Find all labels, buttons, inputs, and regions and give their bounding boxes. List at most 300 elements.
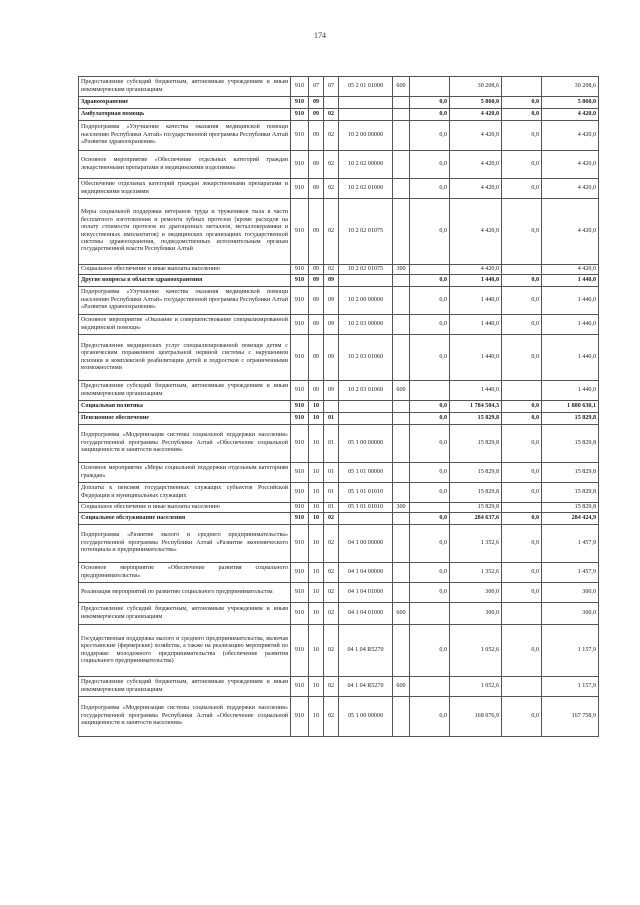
amount-col-3: 0,0 xyxy=(502,199,542,265)
grbs-code: 910 xyxy=(291,151,309,179)
amount-col-2: 4 420,0 xyxy=(450,151,502,179)
section-code: 10 xyxy=(309,503,324,513)
grbs-code: 910 xyxy=(291,697,309,737)
expense-type-code xyxy=(393,179,410,199)
subsection-code: 02 xyxy=(324,625,339,677)
row-name: Доплаты к пенсиям государственных служащих субъектов Российской Федерации и муниципальных служащих xyxy=(79,483,291,503)
grbs-code: 910 xyxy=(291,401,309,413)
amount-col-4: 300,0 xyxy=(542,603,599,625)
grbs-code: 910 xyxy=(291,315,309,335)
section-code: 09 xyxy=(309,121,324,151)
table-row xyxy=(79,401,599,413)
section-code: 10 xyxy=(309,563,324,583)
amount-col-2: 284 637,6 xyxy=(450,513,502,525)
amount-col-4: 1 440,0 xyxy=(542,275,599,287)
row-name: Другие вопросы в области здравоохранения xyxy=(79,275,291,287)
amount-col-2: 15 829,8 xyxy=(450,483,502,503)
subsection-code xyxy=(324,97,339,109)
grbs-code: 910 xyxy=(291,77,309,97)
grbs-code: 910 xyxy=(291,335,309,381)
target-article-code: 10 2 02 01000 xyxy=(339,179,393,199)
expense-type-code xyxy=(393,625,410,677)
amount-col-3: 0,0 xyxy=(502,425,542,463)
target-article-code: 10 2 03 00000 xyxy=(339,315,393,335)
expense-type-code xyxy=(393,199,410,265)
expense-type-code xyxy=(393,335,410,381)
grbs-code: 910 xyxy=(291,413,309,425)
amount-col-1 xyxy=(410,381,450,401)
grbs-code: 910 xyxy=(291,463,309,483)
row-name: Подпрограмма «Модернизация системы социальной поддержки населения» государственной программы Республики Алтай «Обеспечение социальной защищенности и занятости населения» xyxy=(79,697,291,737)
section-code: 09 xyxy=(309,381,324,401)
section-code: 10 xyxy=(309,603,324,625)
target-article-code: 10 2 02 01075 xyxy=(339,265,393,275)
amount-col-2: 1 352,6 xyxy=(450,563,502,583)
row-name: Меры социальной поддержки ветеранов труда и тружеников тыла в части бесплатного изготовления и ремонта зубных протезов (кроме расходов на оплату стоимости протезов из драгоценных металлов, металлокерамики и искусственных имплантатов) в медицинских организациях государственной системы здравоохранения, подведомственных исполнительным органам государственной власти Республики Алтай xyxy=(79,199,291,265)
grbs-code: 910 xyxy=(291,199,309,265)
row-name: Социальное обеспечение и иные выплаты населению xyxy=(79,503,291,513)
row-name: Основное мероприятие «Обеспечение развития социального предпринимательства» xyxy=(79,563,291,583)
amount-col-2: 300,0 xyxy=(450,583,502,603)
amount-col-3: 0,0 xyxy=(502,463,542,483)
amount-col-2: 4 420,0 xyxy=(450,199,502,265)
amount-col-2: 4 420,0 xyxy=(450,109,502,121)
section-code: 10 xyxy=(309,463,324,483)
expense-type-code: 600 xyxy=(393,381,410,401)
row-name: Здравоохранение xyxy=(79,97,291,109)
section-code: 09 xyxy=(309,199,324,265)
table-row xyxy=(79,625,599,677)
table-row xyxy=(79,287,599,315)
row-name: Обеспечение отдельных категорий граждан лекарственными препаратами и медицинскими изделиями xyxy=(79,179,291,199)
amount-col-3: 0,0 xyxy=(502,275,542,287)
amount-col-3 xyxy=(502,381,542,401)
section-code: 10 xyxy=(309,697,324,737)
grbs-code: 910 xyxy=(291,563,309,583)
amount-col-2: 15 829,8 xyxy=(450,425,502,463)
amount-col-3: 0,0 xyxy=(502,697,542,737)
amount-col-4: 300,0 xyxy=(542,583,599,603)
subsection-code: 02 xyxy=(324,677,339,697)
amount-col-4: 15 829,8 xyxy=(542,413,599,425)
amount-col-1: 0,0 xyxy=(410,525,450,563)
expense-type-code: 600 xyxy=(393,603,410,625)
table-row xyxy=(79,463,599,483)
subsection-code: 02 xyxy=(324,109,339,121)
amount-col-1 xyxy=(410,677,450,697)
row-name: Социальное обслуживание населения xyxy=(79,513,291,525)
expense-type-code xyxy=(393,275,410,287)
expense-type-code: 600 xyxy=(393,677,410,697)
amount-col-1 xyxy=(410,503,450,513)
amount-col-1: 0,0 xyxy=(410,275,450,287)
table-row xyxy=(79,97,599,109)
amount-col-2: 1 440,0 xyxy=(450,315,502,335)
row-name: Основное мероприятие «Оказание и совершенствование специализированной медицинской помощи» xyxy=(79,315,291,335)
target-article-code: 10 2 03 01060 xyxy=(339,335,393,381)
table-row xyxy=(79,381,599,401)
grbs-code: 910 xyxy=(291,109,309,121)
expense-type-code xyxy=(393,513,410,525)
grbs-code: 910 xyxy=(291,583,309,603)
subsection-code: 02 xyxy=(324,603,339,625)
amount-col-2: 4 420,0 xyxy=(450,265,502,275)
amount-col-3: 0,0 xyxy=(502,563,542,583)
amount-col-1: 0,0 xyxy=(410,335,450,381)
table-row xyxy=(79,425,599,463)
expense-type-code: 600 xyxy=(393,77,410,97)
amount-col-4: 1 880 630,1 xyxy=(542,401,599,413)
amount-col-1: 0,0 xyxy=(410,121,450,151)
row-name: Социальное обеспечение и иные выплаты населению xyxy=(79,265,291,275)
expense-type-code xyxy=(393,563,410,583)
expense-type-code xyxy=(393,483,410,503)
target-article-code xyxy=(339,513,393,525)
amount-col-1 xyxy=(410,77,450,97)
section-code: 10 xyxy=(309,401,324,413)
row-name: Основное мероприятие «Меры социальной поддержки отдельным категориям граждан» xyxy=(79,463,291,483)
grbs-code: 910 xyxy=(291,483,309,503)
expense-type-code xyxy=(393,109,410,121)
amount-col-2: 4 420,0 xyxy=(450,121,502,151)
subsection-code: 02 xyxy=(324,525,339,563)
amount-col-1: 0,0 xyxy=(410,697,450,737)
amount-col-1: 0,0 xyxy=(410,97,450,109)
amount-col-4: 1 457,9 xyxy=(542,525,599,563)
table-row xyxy=(79,335,599,381)
subsection-code: 02 xyxy=(324,697,339,737)
section-code: 09 xyxy=(309,151,324,179)
section-code: 09 xyxy=(309,97,324,109)
target-article-code xyxy=(339,275,393,287)
subsection-code: 02 xyxy=(324,199,339,265)
amount-col-2: 1 440,0 xyxy=(450,287,502,315)
amount-col-2: 1 352,6 xyxy=(450,525,502,563)
subsection-code: 01 xyxy=(324,503,339,513)
section-code: 10 xyxy=(309,413,324,425)
amount-col-4: 15 829,8 xyxy=(542,483,599,503)
table-row xyxy=(79,109,599,121)
section-code: 10 xyxy=(309,425,324,463)
table-row xyxy=(79,503,599,513)
grbs-code: 910 xyxy=(291,525,309,563)
amount-col-3: 0,0 xyxy=(502,335,542,381)
subsection-code: 02 xyxy=(324,121,339,151)
amount-col-1: 0,0 xyxy=(410,413,450,425)
amount-col-1: 0,0 xyxy=(410,583,450,603)
amount-col-3: 0,0 xyxy=(502,151,542,179)
table-row xyxy=(79,563,599,583)
amount-col-3: 0,0 xyxy=(502,525,542,563)
grbs-code: 910 xyxy=(291,179,309,199)
budget-table xyxy=(78,76,599,737)
amount-col-4: 1 157,9 xyxy=(542,625,599,677)
amount-col-3: 0,0 xyxy=(502,483,542,503)
target-article-code: 10 2 02 00000 xyxy=(339,151,393,179)
table-row xyxy=(79,413,599,425)
expense-type-code: 300 xyxy=(393,265,410,275)
section-code: 10 xyxy=(309,525,324,563)
grbs-code: 910 xyxy=(291,603,309,625)
amount-col-3: 0,0 xyxy=(502,401,542,413)
amount-col-1: 0,0 xyxy=(410,563,450,583)
amount-col-1: 0,0 xyxy=(410,513,450,525)
amount-col-4: 30 208,6 xyxy=(542,77,599,97)
row-name: Подпрограмма «Модернизация системы социальной поддержки населения» государственной программы Республики Алтай «Обеспечение социальной защищенности и занятости населения» xyxy=(79,425,291,463)
target-article-code: 10 2 00 00000 xyxy=(339,287,393,315)
section-code: 10 xyxy=(309,483,324,503)
amount-col-3: 0,0 xyxy=(502,97,542,109)
amount-col-3 xyxy=(502,603,542,625)
expense-type-code xyxy=(393,413,410,425)
amount-col-4: 284 424,9 xyxy=(542,513,599,525)
expense-type-code xyxy=(393,151,410,179)
target-article-code: 04 1 00 00000 xyxy=(339,525,393,563)
grbs-code: 910 xyxy=(291,677,309,697)
subsection-code: 09 xyxy=(324,315,339,335)
target-article-code: 05 1 01 00000 xyxy=(339,463,393,483)
amount-col-1: 0,0 xyxy=(410,199,450,265)
amount-col-2: 168 076,9 xyxy=(450,697,502,737)
section-code: 07 xyxy=(309,77,324,97)
row-name: Подпрограмма «Улучшение качества оказания медицинской помощи населению Республики Алтай» государственной программы Республики Алтай «Развитие здравоохранения» xyxy=(79,121,291,151)
section-code: 09 xyxy=(309,179,324,199)
subsection-code: 02 xyxy=(324,583,339,603)
table-row xyxy=(79,677,599,697)
amount-col-3: 0,0 xyxy=(502,287,542,315)
amount-col-3: 0,0 xyxy=(502,413,542,425)
row-name: Предоставление субсидий бюджетным, автономным учреждениям и иным некоммерческим организациям xyxy=(79,677,291,697)
amount-col-3: 0,0 xyxy=(502,625,542,677)
subsection-code: 01 xyxy=(324,425,339,463)
grbs-code: 910 xyxy=(291,425,309,463)
table-row xyxy=(79,121,599,151)
section-code: 10 xyxy=(309,583,324,603)
table-row xyxy=(79,199,599,265)
amount-col-4: 4 420,0 xyxy=(542,151,599,179)
amount-col-3 xyxy=(502,77,542,97)
amount-col-2: 15 829,8 xyxy=(450,463,502,483)
amount-col-1: 0,0 xyxy=(410,179,450,199)
subsection-code xyxy=(324,401,339,413)
row-name: Реализация мероприятий по развитию социального предпринимательства xyxy=(79,583,291,603)
target-article-code: 05 1 01 01010 xyxy=(339,483,393,503)
amount-col-4: 1 157,9 xyxy=(542,677,599,697)
amount-col-3: 0,0 xyxy=(502,121,542,151)
amount-col-3: 0,0 xyxy=(502,513,542,525)
row-name: Подпрограмма «Улучшение качества оказания медицинской помощи населению Республики Алтай» государственной программы Республики Алтай «Развитие здравоохранения» xyxy=(79,287,291,315)
row-name: Пенсионное обеспечение xyxy=(79,413,291,425)
amount-col-1 xyxy=(410,603,450,625)
expense-type-code xyxy=(393,287,410,315)
row-name: Предоставление субсидий бюджетным, автономным учреждениям и иным некоммерческим организациям xyxy=(79,381,291,401)
target-article-code: 05 2 01 01000 xyxy=(339,77,393,97)
amount-col-4: 1 440,0 xyxy=(542,287,599,315)
amount-col-1: 0,0 xyxy=(410,425,450,463)
table-row xyxy=(79,265,599,275)
amount-col-1 xyxy=(410,265,450,275)
subsection-code: 02 xyxy=(324,151,339,179)
table-row xyxy=(79,513,599,525)
amount-col-4: 167 758,9 xyxy=(542,697,599,737)
amount-col-1: 0,0 xyxy=(410,151,450,179)
row-name: Предоставление субсидий бюджетным, автономным учреждениям и иным некоммерческим организациям xyxy=(79,603,291,625)
grbs-code: 910 xyxy=(291,625,309,677)
table-row xyxy=(79,525,599,563)
table-row xyxy=(79,583,599,603)
subsection-code: 02 xyxy=(324,563,339,583)
target-article-code: 10 2 02 01075 xyxy=(339,199,393,265)
section-code: 09 xyxy=(309,287,324,315)
amount-col-2: 1 052,6 xyxy=(450,625,502,677)
row-name: Основное мероприятие «Обеспечение отдельных категорий граждан лекарственными препаратами и медицинскими изделиями» xyxy=(79,151,291,179)
amount-col-4: 1 440,0 xyxy=(542,335,599,381)
amount-col-3 xyxy=(502,677,542,697)
section-code: 10 xyxy=(309,513,324,525)
target-article-code xyxy=(339,109,393,121)
section-code: 09 xyxy=(309,265,324,275)
subsection-code: 01 xyxy=(324,413,339,425)
amount-col-1: 0,0 xyxy=(410,483,450,503)
section-code: 10 xyxy=(309,625,324,677)
subsection-code: 02 xyxy=(324,513,339,525)
amount-col-2: 5 860,0 xyxy=(450,97,502,109)
expense-type-code xyxy=(393,525,410,563)
amount-col-4: 4 420,0 xyxy=(542,121,599,151)
grbs-code: 910 xyxy=(291,287,309,315)
amount-col-2: 15 829,8 xyxy=(450,413,502,425)
amount-col-2: 4 420,0 xyxy=(450,179,502,199)
grbs-code: 910 xyxy=(291,97,309,109)
amount-col-3: 0,0 xyxy=(502,583,542,603)
target-article-code: 04 1 04 R5270 xyxy=(339,677,393,697)
target-article-code xyxy=(339,97,393,109)
amount-col-3: 0,0 xyxy=(502,109,542,121)
row-name: Предоставление медицинских услуг специализированной помощи детям с органическим поражением центральной нервной системы с нарушением психики и комплексной реабилитации детей и подростков с ограниченными возможностями xyxy=(79,335,291,381)
grbs-code: 910 xyxy=(291,275,309,287)
amount-col-2: 1 440,0 xyxy=(450,381,502,401)
section-code: 10 xyxy=(309,677,324,697)
section-code: 09 xyxy=(309,315,324,335)
table-row xyxy=(79,483,599,503)
amount-col-4: 4 420,0 xyxy=(542,179,599,199)
row-name: Амбулаторная помощь xyxy=(79,109,291,121)
expense-type-code xyxy=(393,463,410,483)
amount-col-1: 0,0 xyxy=(410,625,450,677)
target-article-code: 10 2 00 00000 xyxy=(339,121,393,151)
amount-col-3 xyxy=(502,503,542,513)
target-article-code: 04 1 04 00000 xyxy=(339,563,393,583)
expense-type-code xyxy=(393,697,410,737)
amount-col-3 xyxy=(502,265,542,275)
target-article-code: 04 1 04 01000 xyxy=(339,583,393,603)
table-row xyxy=(79,275,599,287)
page-number: 174 xyxy=(314,31,326,40)
table-row xyxy=(79,179,599,199)
expense-type-code xyxy=(393,583,410,603)
target-article-code: 04 1 04 R5270 xyxy=(339,625,393,677)
amount-col-2: 1 440,0 xyxy=(450,275,502,287)
table-row xyxy=(79,315,599,335)
target-article-code: 10 2 03 01060 xyxy=(339,381,393,401)
amount-col-1: 0,0 xyxy=(410,401,450,413)
subsection-code: 09 xyxy=(324,275,339,287)
subsection-code: 09 xyxy=(324,287,339,315)
grbs-code: 910 xyxy=(291,513,309,525)
amount-col-4: 5 860,0 xyxy=(542,97,599,109)
subsection-code: 09 xyxy=(324,335,339,381)
target-article-code xyxy=(339,413,393,425)
target-article-code: 05 1 00 00000 xyxy=(339,697,393,737)
amount-col-1: 0,0 xyxy=(410,287,450,315)
expense-type-code: 300 xyxy=(393,503,410,513)
expense-type-code xyxy=(393,425,410,463)
amount-col-4: 15 829,8 xyxy=(542,463,599,483)
subsection-code: 02 xyxy=(324,179,339,199)
grbs-code: 910 xyxy=(291,381,309,401)
row-name: Социальная политика xyxy=(79,401,291,413)
amount-col-2: 300,0 xyxy=(450,603,502,625)
amount-col-1: 0,0 xyxy=(410,463,450,483)
target-article-code: 05 1 01 01010 xyxy=(339,503,393,513)
table-body xyxy=(79,77,599,737)
amount-col-3: 0,0 xyxy=(502,179,542,199)
table-row xyxy=(79,603,599,625)
table-row xyxy=(79,151,599,179)
grbs-code: 910 xyxy=(291,503,309,513)
amount-col-2: 30 208,6 xyxy=(450,77,502,97)
expense-type-code xyxy=(393,315,410,335)
amount-col-4: 4 420,0 xyxy=(542,109,599,121)
amount-col-4: 1 457,9 xyxy=(542,563,599,583)
subsection-code: 01 xyxy=(324,483,339,503)
amount-col-4: 1 440,0 xyxy=(542,381,599,401)
target-article-code: 04 1 04 01000 xyxy=(339,603,393,625)
section-code: 09 xyxy=(309,109,324,121)
table-row xyxy=(79,697,599,737)
amount-col-2: 15 829,8 xyxy=(450,503,502,513)
expense-type-code xyxy=(393,401,410,413)
amount-col-2: 1 440,0 xyxy=(450,335,502,381)
amount-col-1: 0,0 xyxy=(410,109,450,121)
row-name: Предоставление субсидий бюджетным, автономным учреждениям и иным некоммерческим организациям xyxy=(79,77,291,97)
subsection-code: 07 xyxy=(324,77,339,97)
grbs-code: 910 xyxy=(291,265,309,275)
amount-col-4: 1 440,0 xyxy=(542,315,599,335)
subsection-code: 01 xyxy=(324,463,339,483)
section-code: 09 xyxy=(309,335,324,381)
table-row xyxy=(79,77,599,97)
section-code: 09 xyxy=(309,275,324,287)
amount-col-4: 4 420,0 xyxy=(542,199,599,265)
grbs-code: 910 xyxy=(291,121,309,151)
amount-col-4: 4 420,0 xyxy=(542,265,599,275)
row-name: Государственная поддержка малого и среднего предпринимательства, включая крестьянские (фермерские) хозяйства, а также на реализацию мероприятий по поддержке молодежного предпринимательства (обеспечение развития социального предпринимательства) xyxy=(79,625,291,677)
target-article-code xyxy=(339,401,393,413)
amount-col-4: 15 829,8 xyxy=(542,503,599,513)
expense-type-code xyxy=(393,121,410,151)
subsection-code: 09 xyxy=(324,381,339,401)
amount-col-2: 1 784 504,3 xyxy=(450,401,502,413)
expense-type-code xyxy=(393,97,410,109)
amount-col-3: 0,0 xyxy=(502,315,542,335)
amount-col-1: 0,0 xyxy=(410,315,450,335)
amount-col-4: 15 829,8 xyxy=(542,425,599,463)
target-article-code: 05 1 00 00000 xyxy=(339,425,393,463)
row-name: Подпрограмма «Развитие малого и среднего предпринимательства» государственной программы Республики Алтай «Развитие экономического потенциала и предпринимательства» xyxy=(79,525,291,563)
subsection-code: 02 xyxy=(324,265,339,275)
amount-col-2: 1 052,6 xyxy=(450,677,502,697)
